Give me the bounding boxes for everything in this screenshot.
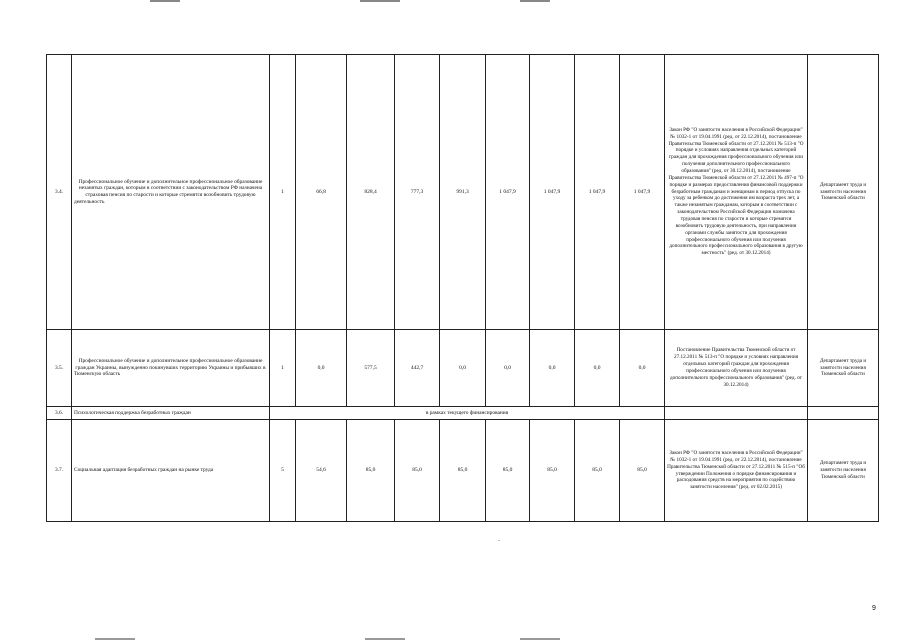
legal-basis: Закон РФ "О занятости населения в Российской Федерации" № 1032-1 от 19.04.1991 (ред. от 22.12.2014), постановление Правительства Тюменской области от 27.12.2011 № 513-п "О порядке и условиях направления отдельных категорий граждан для прохождения профессионального обучения или получения дополнительного профессионального образования" (ред. от 30.12.2014), постановление Правительства Тюменской области от 27.12.2011 № 497-п "О порядке и размерах предоставления финансовой поддержки безработным гражданам и женщинам в период отпуска по уходу за ребенком до достижения им возраста трех лет, а также незанятым гражданам, которым в соответствии с законодательством Российской Федерации назначена трудовая пенсия по старости и которые стремятся возобновить трудовую деятельность, при направлении органами службы занятости для прохождения профессионального обучения или получения дополнительного профессионального образования в другую местность" (ред. от 30.12.2014) [665,55,808,330]
value-cell: 85,0 [347,420,395,522]
executor [808,407,879,420]
value-cell: 0,0 [486,330,530,407]
value-cell: 85,0 [395,420,440,522]
value-cell: 1 [270,330,296,407]
value-cell: 85,0 [620,420,665,522]
value-cell: 0,0 [575,330,620,407]
value-cell: 1 047,9 [575,55,620,330]
row-number: 3.6. [47,407,72,420]
executor: Департамент труда и занятости населения Тюменской области [808,55,879,330]
page-number: 9 [872,605,876,612]
value-cell: 66,8 [296,55,347,330]
row-number: 3.7. [47,420,72,522]
value-cell: 54,6 [296,420,347,522]
table-row [47,330,879,407]
value-cell: 0,0 [620,330,665,407]
executor: Департамент труда и занятости населения Тюменской области [808,420,879,522]
executor: Департамент труда и занятости населения Тюменской области [808,330,879,407]
table-row [47,420,879,522]
activity-name: Психологическая поддержка безработных граждан [72,407,270,420]
value-cell: 0,0 [296,330,347,407]
value-cell: 85,0 [575,420,620,522]
table-row [47,407,879,420]
legal-basis [665,407,808,420]
value-cell: 85,0 [486,420,530,522]
value-cell: 577,5 [347,330,395,407]
value-cell: 442,7 [395,330,440,407]
program-table [46,54,879,522]
value-cell: 85,0 [440,420,486,522]
value-cell: 1 047,9 [530,55,575,330]
value-cell: 828,4 [347,55,395,330]
merged-funding-note: в рамках текущего финансирования [270,407,665,420]
value-cell: 1 047,9 [486,55,530,330]
value-cell: 5 [270,420,296,522]
table-row [47,55,879,330]
value-cell: 1 [270,55,296,330]
value-cell: 0,0 [440,330,486,407]
row-number: 3.4. [47,55,72,330]
value-cell: 0,0 [530,330,575,407]
value-cell: 85,0 [530,420,575,522]
scan-speck [498,540,500,541]
legal-basis: Закон РФ "О занятости населения в Российской Федерации" № 1032-1 от 19.04.1991 (ред. от 22.12.2014), постановление Правительства Тюменской области от 27.12.2011 № 515-п "Об утверждении Положения о порядке финансирования и расходования средств на мероприятия по содействию занятости населения" (ред. от 02.02.2015) [665,420,808,522]
activity-name: Профессиональное обучение и дополнительное профессиональное образование незанятых граждан, которым в соответствии с законодательством РФ назначена страховая пенсия по старости и которые стремятся возобновить трудовую деятельность [72,55,270,330]
value-cell: 1 047,9 [620,55,665,330]
value-cell: 991,3 [440,55,486,330]
value-cell: 777,3 [395,55,440,330]
legal-basis: Постановление Правительства Тюменской области от 27.12.2011 № 513-п "О порядке и условиях направления отдельных категорий граждан для прохождения профессионального обучения или получения дополнительного профессионального образования" (ред. от 30.12.2014) [665,330,808,407]
activity-name: Социальная адаптация безработных граждан на рынке труда [72,420,270,522]
row-number: 3.5. [47,330,72,407]
activity-name: Профессиональное обучение и дополнительное профессиональное образование граждан Украины, вынужденно покинувших территорию Украины и прибывших в Тюменскую область [72,330,270,407]
